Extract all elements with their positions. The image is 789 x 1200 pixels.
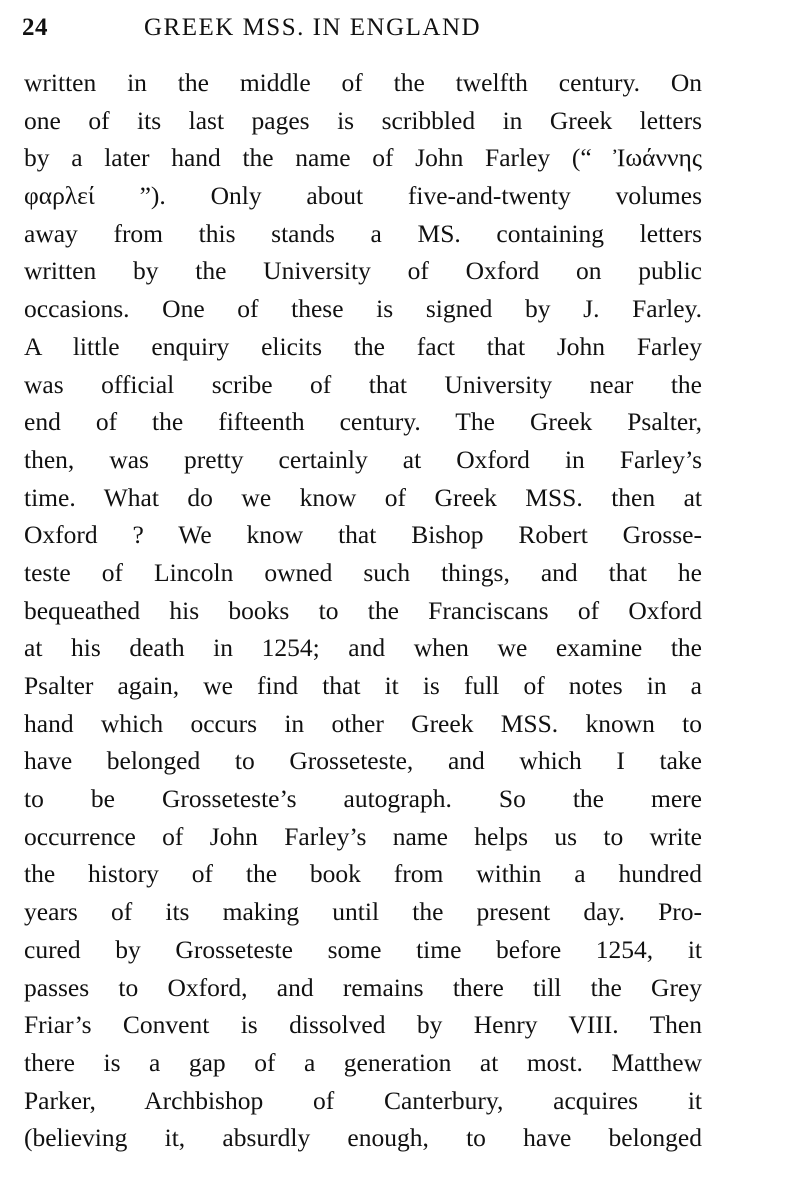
text-line: at his death in 1254; and when we examine the: [24, 633, 702, 663]
text-line: have belonged to Grosseteste, and which I take: [24, 746, 702, 776]
text-line: A little enquiry elicits the fact that John Farley: [24, 331, 702, 361]
text-line: away from this stands a MS. containing letters: [24, 218, 702, 248]
text-line: bequeathed his books to the Franciscans of Oxford: [24, 595, 702, 625]
text-line: φαρλεί ”). Only about five-and-twenty volumes: [24, 181, 702, 211]
page-number: 24: [22, 14, 48, 41]
text-line: time. What do we know of Greek MSS. then at: [24, 482, 702, 512]
text-line: one of its last pages is scribbled in Greek letters: [24, 105, 702, 135]
text-line: occasions. One of these is signed by J. Farley.: [24, 294, 702, 324]
text-line: Friar’s Convent is dissolved by Henry VIII. Then: [24, 1010, 702, 1040]
text-line: years of its making until the present day. Pro-: [24, 897, 702, 927]
text-line: by a later hand the name of John Farley (“ Ἰωάννης: [24, 143, 702, 173]
text-line: written in the middle of the twelfth century. On: [24, 68, 702, 97]
page-header: [22, 14, 722, 54]
text-line: to be Grosseteste’s autograph. So the mere: [24, 784, 702, 814]
text-line: written by the University of Oxford on public: [24, 256, 702, 286]
text-line: the history of the book from within a hundred: [24, 859, 702, 889]
text-line: Oxford ? We know that Bishop Robert Grosse-: [24, 520, 702, 550]
running-head: GREEK MSS. IN ENGLAND: [144, 14, 482, 41]
text-line: occurrence of John Farley’s name helps us to write: [24, 821, 702, 851]
text-line: end of the fifteenth century. The Greek Psalter,: [24, 407, 702, 437]
text-line: Parker, Archbishop of Canterbury, acquires it: [24, 1085, 702, 1115]
text-line: hand which occurs in other Greek MSS. known to: [24, 708, 702, 738]
text-line: (believing it, absurdly enough, to have belonged: [24, 1123, 702, 1153]
body-text: [24, 64, 702, 1157]
text-line: teste of Lincoln owned such things, and that he: [24, 557, 702, 587]
text-line: cured by Grosseteste some time before 1254, it: [24, 934, 702, 964]
text-line: then, was pretty certainly at Oxford in Farley’s: [24, 444, 702, 474]
text-line: passes to Oxford, and remains there till the Grey: [24, 972, 702, 1002]
text-line: there is a gap of a generation at most. Matthew: [24, 1047, 702, 1077]
text-line: was official scribe of that University near the: [24, 369, 702, 399]
text-line: Psalter again, we find that it is full of notes in a: [24, 671, 702, 700]
